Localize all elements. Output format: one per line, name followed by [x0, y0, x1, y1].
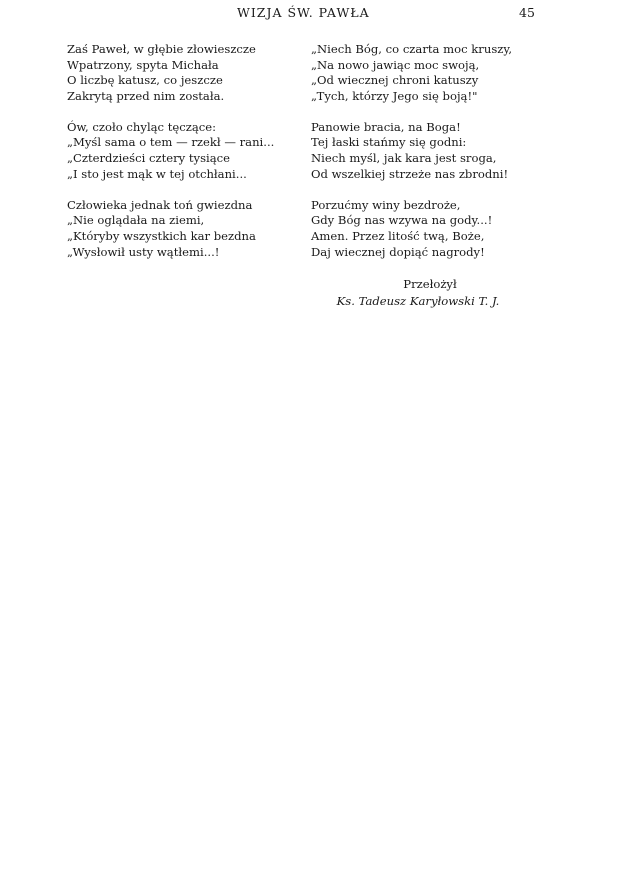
verse-line: „Niech Bóg, co czarta moc kruszy, [311, 42, 513, 56]
verse-line: „Nie oglądała na ziemi, [67, 213, 205, 228]
running-title: WIZJA ŚW. PAWŁA [237, 5, 370, 20]
verse-line: „Od wiecznej chroni katuszy [311, 73, 479, 88]
verse-line: Ów, czoło chyląc tęczące: [67, 119, 217, 134]
stanza [311, 42, 543, 104]
stanza [67, 42, 302, 104]
verse-line: Panowie bracia, na Boga! [311, 119, 461, 134]
verse-line: Porzućmy winy bezdroże, [311, 197, 461, 212]
verse-line: Zakrytą przed nim została. [67, 88, 225, 103]
left-poem-column [67, 42, 302, 276]
verse-line: „I sto jest mąk w tej otchłani... [67, 166, 247, 181]
stanza [67, 198, 302, 260]
verse-line: „Któryby wszystkich kar bezdna [67, 228, 256, 243]
verse-line: Człowieka jednak toń gwiezdna [67, 197, 253, 212]
stanza [67, 120, 302, 182]
verse-line: Tej łaski stańmy się godni: [311, 135, 467, 150]
verse-line: „Tych, którzy Jego się boją!" [311, 88, 478, 103]
verse-line: Amen. Przez litość twą, Boże, [311, 228, 485, 243]
page-number: 45 [519, 5, 535, 20]
verse-line: Daj wiecznej dopiąć nagrody! [311, 244, 485, 259]
translator-name: Ks. Tadeusz Karyłowski T. J. [336, 293, 500, 308]
verse-line: Gdy Bóg nas wzywa na gody...! [311, 213, 493, 228]
verse-line: „Myśl sama o tem — rzekł — rani... [67, 135, 275, 150]
verse-line: „Czterdzieści cztery tysiące [67, 151, 231, 166]
translator-credit [311, 276, 511, 310]
verse-line: „Wysłowił usty wątłemi...! [67, 244, 220, 259]
verse-line: Od wszelkiej strzeże nas zbrodni! [311, 166, 509, 181]
verse-line: Niech myśl, jak kara jest sroga, [311, 151, 497, 166]
verse-line: Wpatrzony, spyta Michała [67, 57, 219, 72]
verse-line: O liczbę katusz, co jeszcze [67, 73, 223, 88]
stanza [311, 120, 543, 182]
translator-label: Przełożył [403, 276, 457, 291]
verse-line: „Na nowo jawiąc moc swoją, [311, 57, 480, 72]
verse-line: Zaś Paweł, w głębie złowieszcze [67, 42, 256, 56]
right-poem-column [311, 42, 543, 310]
stanza [311, 198, 543, 260]
page-header [0, 5, 629, 23]
